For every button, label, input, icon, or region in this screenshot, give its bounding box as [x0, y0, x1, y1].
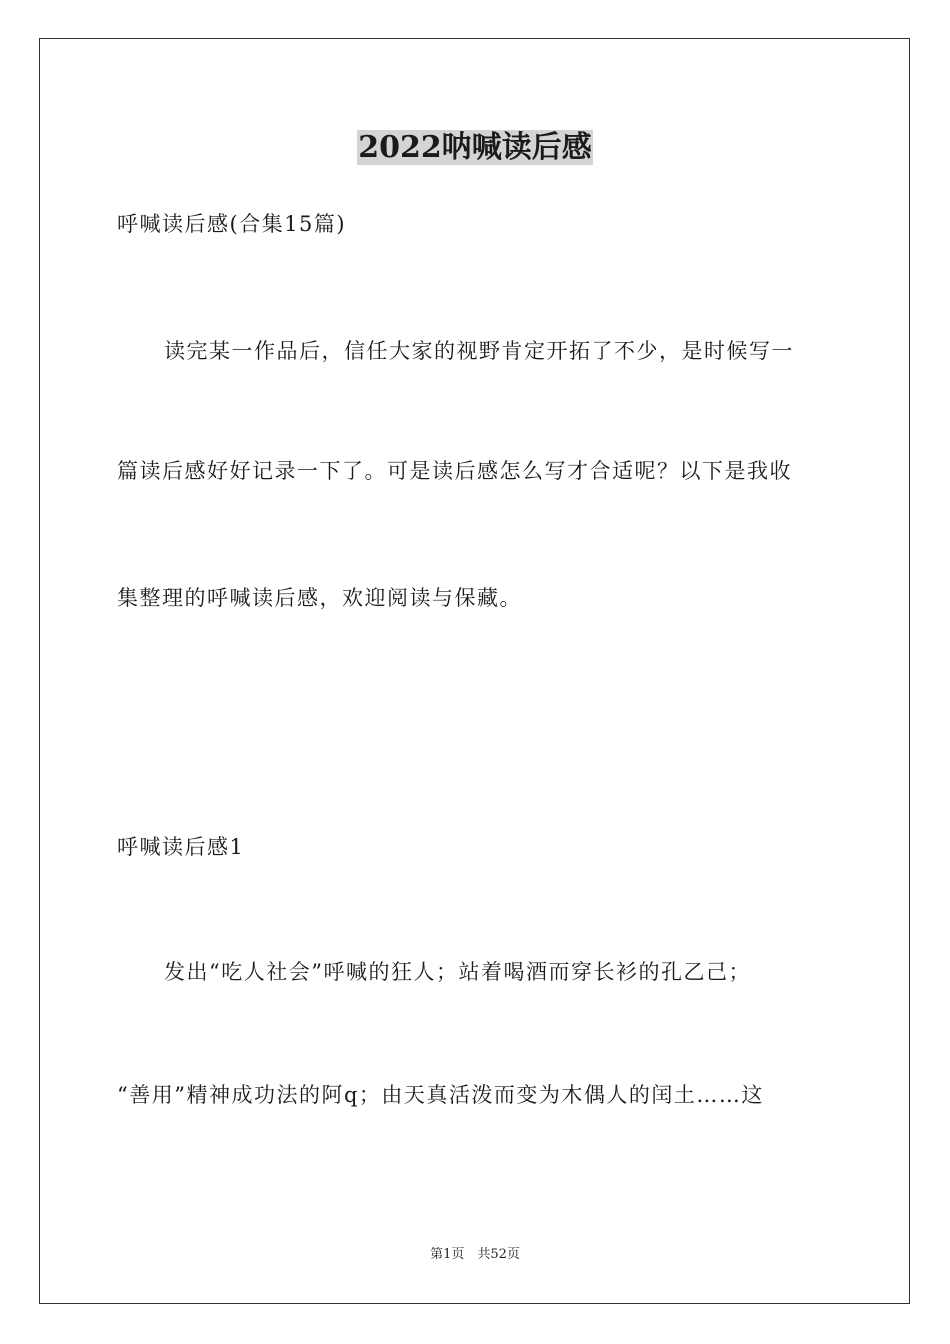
intro-line-1: 读完某一作品后，信任大家的视野肯定开拓了不少，是时候写一: [164, 339, 794, 363]
document-subtitle: 呼喊读后感(合集15篇): [117, 212, 347, 236]
section-heading: 呼喊读后感1: [117, 835, 245, 859]
intro-line-3: 集整理的呼喊读后感，欢迎阅读与保藏。: [117, 586, 522, 610]
body-line-2: “善用”精神成功法的阿q；由天真活泼而变为木偶人的闰土……这: [117, 1083, 764, 1107]
document-title-text: 2022呐喊读后感: [358, 130, 592, 165]
body-line-1: 发出“吃人社会”呼喊的狂人；站着喝酒而穿长衫的孔乙己；: [164, 960, 751, 984]
document-title: [0, 128, 950, 168]
intro-line-2: 篇读后感好好记录一下了。可是读后感怎么写才合适呢？以下是我收: [117, 459, 792, 483]
page-footer: 第1页 共52页: [430, 1247, 520, 1262]
